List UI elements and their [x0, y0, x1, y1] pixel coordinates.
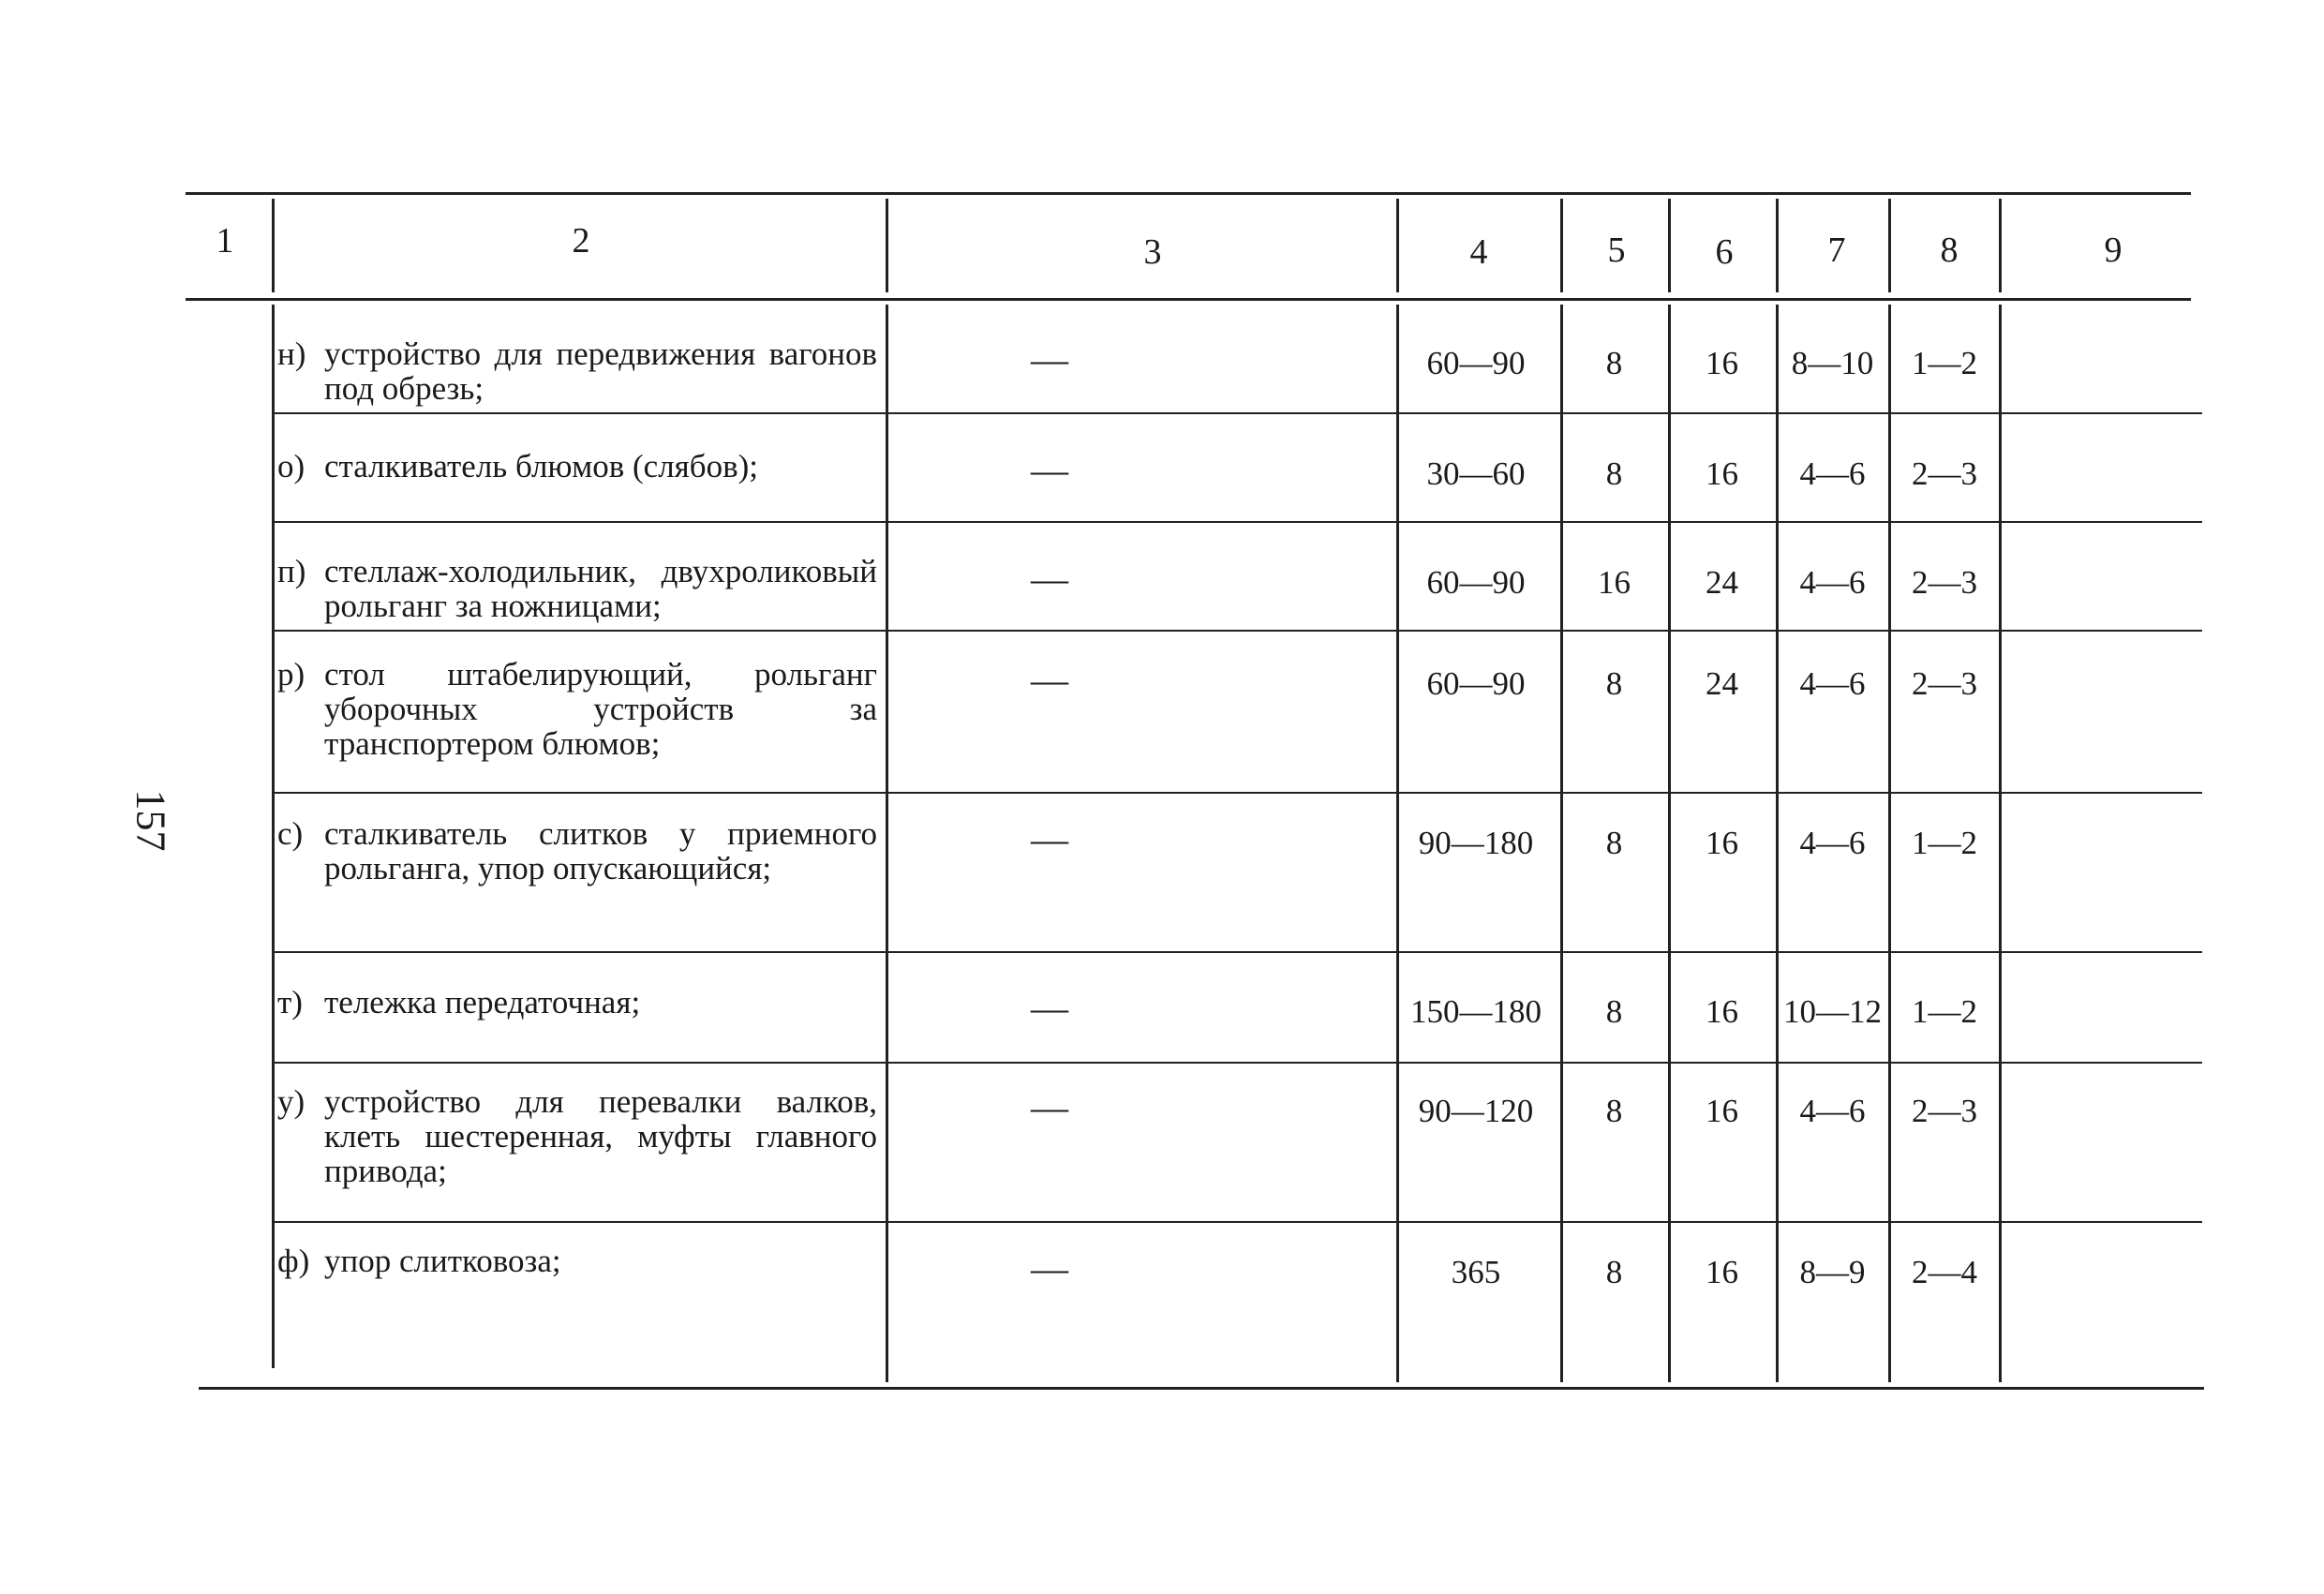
row-col-7: 10—12: [1783, 993, 1882, 1030]
row-description: [277, 1085, 877, 1188]
header-col-2: 2: [572, 221, 590, 261]
header-col-5: 5: [1607, 231, 1626, 270]
row-col-4: 60—90: [1426, 345, 1526, 381]
row-col-3: —: [1031, 449, 1068, 491]
row-letter: т): [277, 984, 303, 1020]
row-letter: п): [277, 553, 306, 589]
row-text: сталкиватель слитков у приемного рольганга, упор опускающийся;: [324, 815, 877, 886]
header-divider: [886, 199, 888, 292]
table-top-rule: [186, 192, 2191, 195]
header-divider: [1999, 199, 2002, 292]
row-col-8: 2—3: [1912, 455, 1977, 492]
row-col-5: 8: [1605, 993, 1623, 1030]
row-col-5: 8: [1605, 825, 1623, 861]
row-col-3: —: [1031, 818, 1068, 860]
row-col-8: 2—3: [1912, 1093, 1977, 1129]
row-description: [277, 817, 877, 886]
header-divider: [272, 199, 275, 292]
row-text: стол штабелирующий, рольганг уборочных устройств за транспортером блюмов;: [324, 656, 877, 762]
header-divider: [1396, 199, 1399, 292]
row-col-8: 1—2: [1912, 825, 1977, 861]
row-text: сталкиватель блюмов (слябов);: [324, 448, 758, 484]
row-col-3: —: [1031, 1086, 1068, 1128]
header-col-8: 8: [1940, 231, 1959, 270]
row-col-4: 30—60: [1426, 455, 1526, 492]
header-col-9: 9: [2104, 231, 2123, 270]
row-separator: [272, 1221, 2202, 1223]
row-description: [277, 337, 877, 407]
row-col-8: 2—4: [1912, 1254, 1977, 1290]
row-col-4: 60—90: [1426, 665, 1526, 702]
row-text: тележка передаточная;: [324, 984, 641, 1020]
row-separator: [272, 630, 2202, 632]
row-col-3: —: [1031, 1247, 1068, 1289]
row-col-6: 24: [1706, 564, 1738, 601]
row-col-7: 4—6: [1799, 665, 1866, 702]
row-col-6: 24: [1706, 665, 1738, 702]
row-description: [277, 555, 877, 624]
row-text: стеллаж-холодильник, двухроликовый рольганг за ножницами;: [324, 553, 877, 624]
row-col-8: 2—3: [1912, 665, 1977, 702]
body-divider: [272, 305, 275, 1368]
row-col-8: 1—2: [1912, 993, 1977, 1030]
row-letter: р): [277, 656, 305, 693]
row-separator: [272, 951, 2202, 953]
row-separator: [272, 412, 2202, 414]
header-divider: [1668, 199, 1671, 292]
row-col-6: 16: [1706, 345, 1738, 381]
header-divider: [1560, 199, 1563, 292]
row-description: [277, 986, 877, 1020]
row-col-5: 8: [1605, 1093, 1623, 1129]
row-col-7: 4—6: [1799, 1093, 1866, 1129]
row-text: устройство для передвижения вагонов под обрезь;: [324, 335, 877, 407]
row-col-8: 2—3: [1912, 564, 1977, 601]
header-col-1: 1: [216, 221, 234, 261]
row-col-3: —: [1031, 987, 1068, 1029]
header-divider: [1888, 199, 1891, 292]
table-bottom-rule: [199, 1387, 2204, 1390]
row-text: упор слитковоза;: [324, 1243, 561, 1279]
row-col-3: —: [1031, 659, 1068, 701]
row-col-4: 90—120: [1418, 1093, 1534, 1129]
header-col-7: 7: [1827, 231, 1846, 270]
row-col-6: 16: [1706, 1254, 1738, 1290]
row-letter: н): [277, 335, 306, 372]
row-col-7: 8—9: [1799, 1254, 1866, 1290]
row-col-4: 150—180: [1410, 993, 1542, 1030]
row-col-5: 8: [1605, 665, 1623, 702]
row-separator: [272, 792, 2202, 794]
header-col-4: 4: [1469, 232, 1488, 272]
row-separator: [272, 521, 2202, 523]
row-col-7: 4—6: [1799, 564, 1866, 601]
row-col-6: 16: [1706, 825, 1738, 861]
row-separator: [272, 1062, 2202, 1064]
row-description: [277, 658, 877, 761]
row-letter: с): [277, 815, 304, 852]
row-col-5: 8: [1605, 345, 1623, 381]
row-col-5: 8: [1605, 455, 1623, 492]
header-col-3: 3: [1143, 232, 1162, 272]
header-bottom-rule: [186, 298, 2191, 301]
header-divider: [1776, 199, 1779, 292]
row-col-7: 4—6: [1799, 455, 1866, 492]
row-text: устройство для перевалки валков, клеть шестеренная, муфты главного привода;: [324, 1083, 877, 1189]
row-col-6: 16: [1706, 455, 1738, 492]
row-col-4: 365: [1451, 1254, 1501, 1290]
header-col-6: 6: [1715, 232, 1734, 272]
row-col-7: 4—6: [1799, 825, 1866, 861]
row-col-7: 8—10: [1791, 345, 1874, 381]
row-col-4: 90—180: [1418, 825, 1534, 861]
row-description: [277, 450, 877, 484]
page-number: 157: [127, 789, 174, 852]
row-letter: ф): [277, 1243, 310, 1279]
row-col-4: 60—90: [1426, 564, 1526, 601]
row-description: [277, 1244, 877, 1279]
row-col-5: 8: [1605, 1254, 1623, 1290]
row-col-8: 1—2: [1912, 345, 1977, 381]
row-col-3: —: [1031, 558, 1068, 600]
row-col-3: —: [1031, 338, 1068, 380]
row-col-6: 16: [1706, 1093, 1738, 1129]
row-col-5: 16: [1598, 564, 1631, 601]
row-col-6: 16: [1706, 993, 1738, 1030]
row-letter: у): [277, 1083, 305, 1120]
row-letter: о): [277, 448, 305, 484]
